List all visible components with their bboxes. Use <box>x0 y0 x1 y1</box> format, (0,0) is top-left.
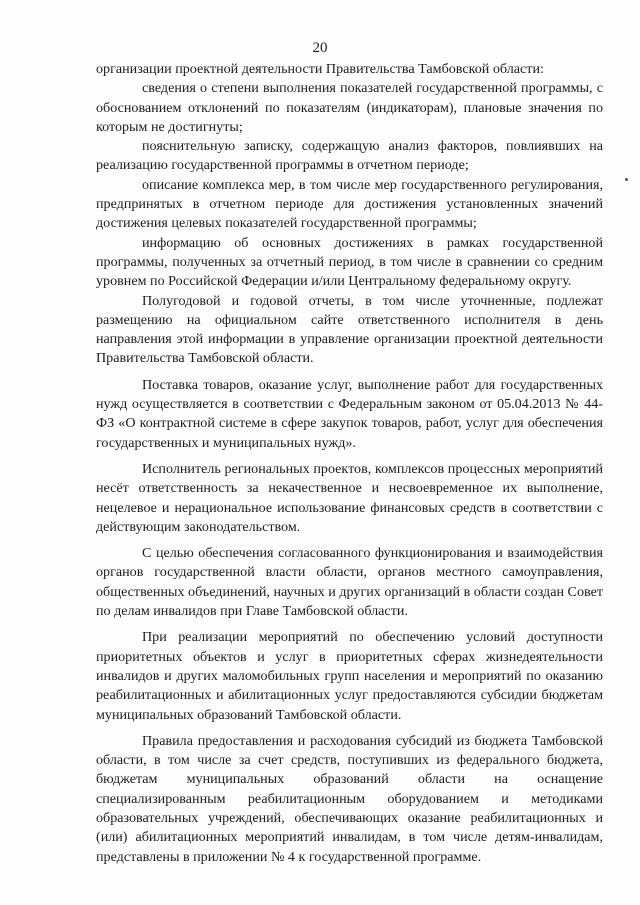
paragraph: Исполнитель региональных проектов, комплексов процессных мероприятий несёт ответственность за некачественное и несвоевременное их выполнение, нецелевое и нерациональное использование финансовых средств в соответствии с действующим законодательством. <box>96 460 603 535</box>
paragraph: При реализации мероприятий по обеспечению условий доступности приоритетных объектов и услуг в приоритетных сферах жизнедеятельности инвалидов и других маломобильных групп населения и мероприятий по оказанию реабилитационных и абилитационных услуг предоставляются субсидии бюджетам муниципальных образований Тамбовской области. <box>96 629 603 723</box>
scan-speck <box>625 178 628 181</box>
paragraph: Поставка товаров, оказание услуг, выполнение работ для государственных нужд осуществляется в соответствии с Федеральным законом от 05.04.2013 № 44-ФЗ «О контрактной системе в сфере закупок товаров, работ, услуг для обеспечения государственных и муниципальных нужд». <box>96 376 603 451</box>
paragraph-list-item: описание комплекса мер, в том числе мер государственного регулирования, предпринятых в отчетном периоде для достижения установленных значений достижения целевых показателей государственной программы; <box>96 176 603 232</box>
paragraph: Правила предоставления и расходования субсидий из бюджета Тамбовской области, в том числе за счет средств, поступивших из федерального бюджета, бюджетам муниципальных образований области на оснащение специализированным реабилитационным оборудованием и методиками образовательных учреждений, обеспечивающих оказание реабилитационных и (или) абилитационных мероприятий инвалидам, в том числе детям-инвалидам, представлены в приложении № 4 к государственной программе. <box>96 732 603 865</box>
page-number: 20 <box>312 40 328 56</box>
paragraph-list-item: информацию об основных достижениях в рамках государственной программы, полученных за отчетный период, в том числе в сравнении со средним уровнем по Российской Федерации и/или Центральному федеральному округу. <box>96 234 603 290</box>
paragraph: Полугодовой и годовой отчеты, в том числе уточненные, подлежат размещению на официальном сайте ответственного исполнителя в день направления этой информации в управление организации проектной деятельности Правительства Тамбовской области. <box>96 292 603 367</box>
paragraph-list-item: пояснительную записку, содержащую анализ факторов, повлиявших на реализацию государственной программы в отчетном периоде; <box>96 138 603 174</box>
paragraph-intro-line: организации проектной деятельности Правительства Тамбовской области: <box>96 61 544 77</box>
document-body <box>96 60 603 867</box>
paragraph-list-item: сведения о степени выполнения показателей государственной программы, с обоснованием отклонений по показателям (индикаторам), плановые значения по которым не достигнуты; <box>96 80 603 135</box>
paragraph: С целью обеспечения согласованного функционирования и взаимодействия органов государственной власти области, органов местного самоуправления, общественных объединений, научных и других организаций в области создан Совет по делам инвалидов при Главе Тамбовской области. <box>96 545 603 620</box>
